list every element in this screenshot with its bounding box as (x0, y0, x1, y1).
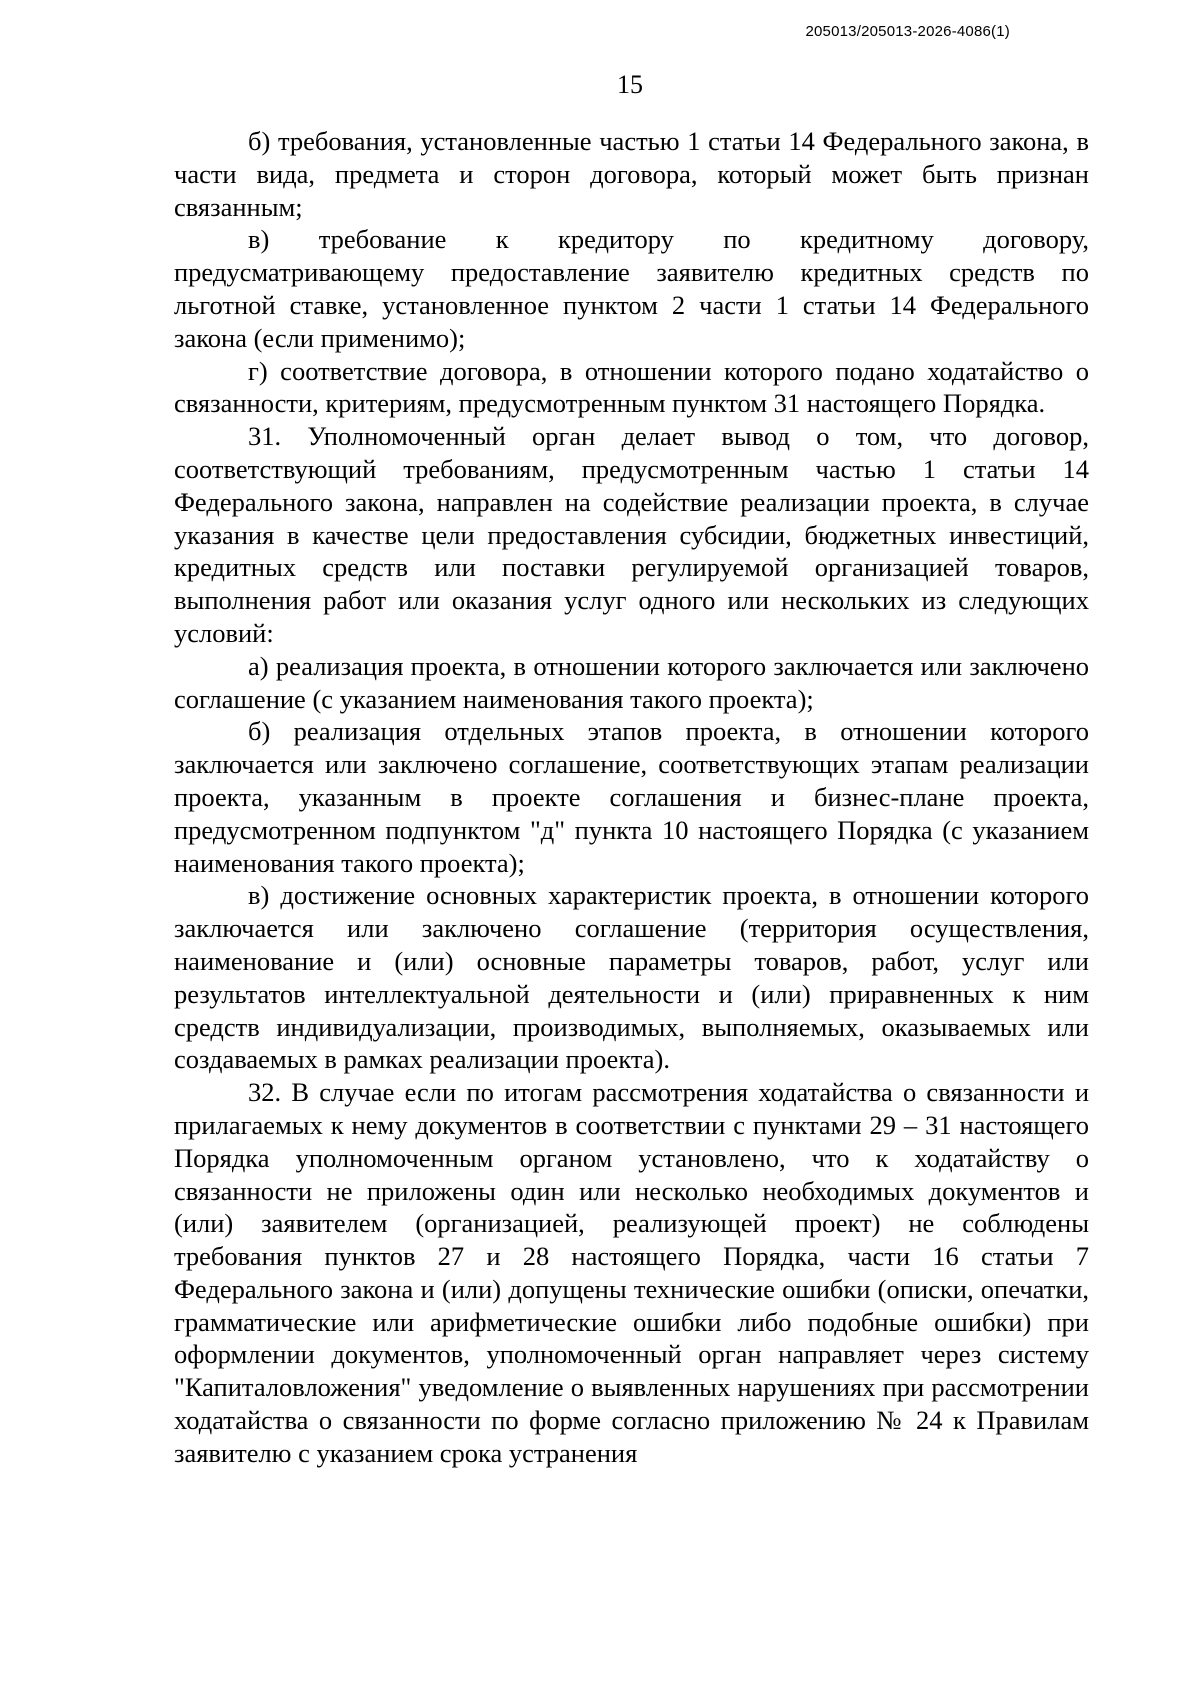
paragraph-clause-31: 31. Уполномоченный орган делает вывод о том, что договор, соответствующий требованиям, предусмотренным частью 1 статьи 14 Федерального закона, направлен на содействие реализации проекта, в случае указания в качестве цели предоставления субсидии, бюджетных инвестиций, кредитных средств или поставки регулируемой организацией товаров, выполнения работ или оказания услуг одного или нескольких из следующих условий: (174, 421, 1089, 648)
paragraph-item-b: б) требования, установленные частью 1 статьи 14 Федерального закона, в части вида, предмета и сторон договора, который может быть признан связанным; (174, 126, 1089, 222)
paragraph-item-b-2: б) реализация отдельных этапов проекта, в отношении которого заключается или заключено соглашение, соответствующих этапам реализации проекта, указанным в проекте соглашения и бизнес-плане проекта, предусмотренном подпунктом "д" пункта 10 настоящего Порядка (с указанием наименования такого проекта); (174, 716, 1089, 878)
document-id: 205013/205013-2026-4086(1) (805, 23, 1010, 40)
paragraph-item-v-2: в) достижение основных характеристик проекта, в отношении которого заключается или заключено соглашение (территория осуществления, наименование и (или) основные параметры товаров, работ, услуг или результатов интеллектуальной деятельности и (или) приравненных к ним средств индивидуализации, производимых, выполняемых, оказываемых или создаваемых в рамках реализации проекта). (174, 880, 1089, 1075)
paragraph-clause-32: 32. В случае если по итогам рассмотрения ходатайства о связанности и прилагаемых к нему документов в соответствии с пунктами 29 – 31 настоящего Порядка уполномоченным органом установлено, что к ходатайству о связанности не приложены один или несколько необходимых документов и (или) заявителем (организацией, реализующей проект) не соблюдены требования пунктов 27 и 28 настоящего Порядка, части 16 статьи 7 Федерального закона и (или) допущены технические ошибки (описки, опечатки, грамматические или арифметические ошибки либо подобные ошибки) при оформлении документов, уполномоченный орган направляет через систему "Капиталовложения" уведомление о выявленных нарушениях при рассмотрении ходатайства о связанности по форме согласно приложению № 24 к Правилам заявителю с указанием срока устранения (174, 1077, 1089, 1468)
paragraph-item-a: а) реализация проекта, в отношении которого заключается или заключено соглашение (с указанием наименования такого проекта); (174, 650, 1089, 714)
page-number: 15 (617, 70, 643, 99)
document-body (174, 125, 1089, 1470)
paragraph-item-g: г) соответствие договора, в отношении которого подано ходатайство о связанности, критериям, предусмотренным пунктом 31 настоящего Порядка. (174, 355, 1089, 419)
paragraph-item-v: в) требование к кредитору по кредитному договору, предусматривающему предоставление заявителю кредитных средств по льготной ставке, установленное пунктом 2 части 1 статьи 14 Федерального закона (если применимо); (174, 224, 1089, 353)
